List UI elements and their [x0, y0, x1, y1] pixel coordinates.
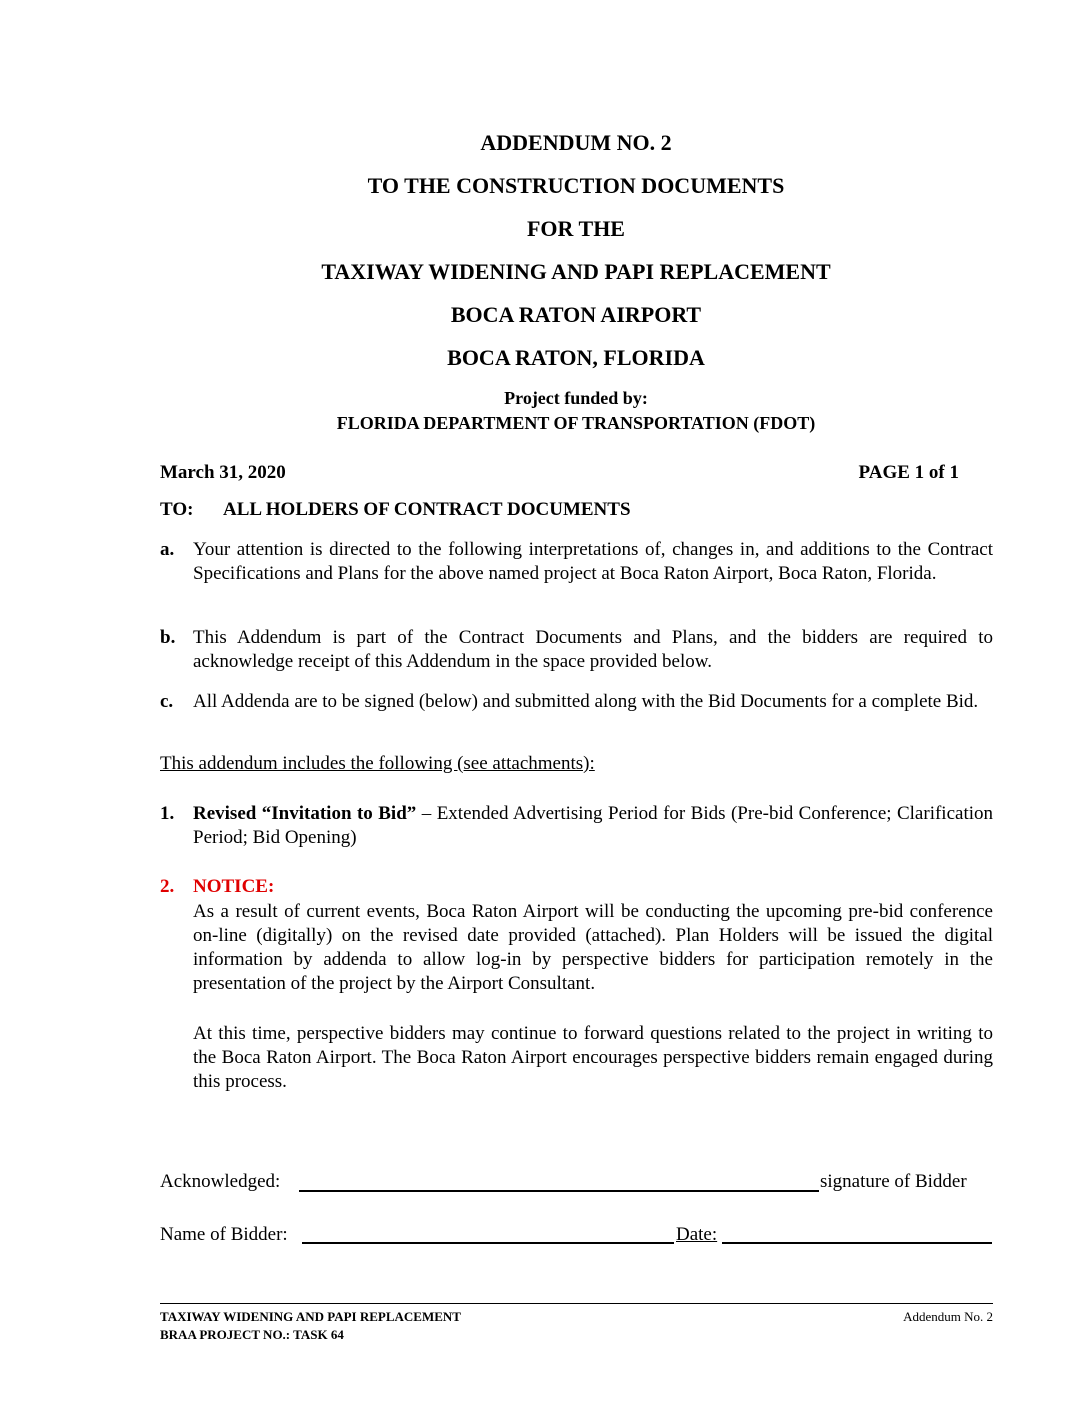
to-recipients: ALL HOLDERS OF CONTRACT DOCUMENTS — [223, 499, 631, 520]
bidder-name-line[interactable] — [302, 1242, 674, 1244]
notice-title: NOTICE: — [193, 876, 275, 897]
list-item-2-marker: 2. — [160, 876, 175, 897]
title-line-for-the: FOR THE — [526, 216, 625, 241]
funding-agency: FLORIDA DEPARTMENT OF TRANSPORTATION (FDOT) — [336, 413, 816, 433]
list-item-1-title: Revised “Invitation to Bid” — [193, 803, 417, 824]
document-date: March 31, 2020 — [160, 462, 286, 483]
list-item-1-text: – Extended Advertising Period for Bids (Pre-bid Conference; Clarification Period; Bid Opening) — [193, 803, 993, 848]
list-item-1-marker: 1. — [160, 803, 175, 824]
footer-project-number: BRAA PROJECT NO.: TASK 64 — [160, 1327, 344, 1342]
item-b-marker: b. — [160, 627, 176, 648]
footer-project-title: TAXIWAY WIDENING AND PAPI REPLACEMENT — [160, 1309, 461, 1324]
page-indicator: PAGE 1 of 1 — [858, 462, 959, 483]
includes-heading: This addendum includes the following (see attachments): — [160, 753, 595, 774]
signature-caption: signature of Bidder — [820, 1171, 967, 1192]
airport-location: BOCA RATON, FLORIDA — [447, 345, 705, 370]
item-a-marker: a. — [160, 539, 175, 560]
date-line[interactable] — [722, 1242, 992, 1244]
item-c-text: All Addenda are to be signed (below) and submitted along with the Bid Documents for a complete Bid. — [193, 691, 979, 712]
to-label: TO: — [160, 499, 194, 520]
project-title: TAXIWAY WIDENING AND PAPI REPLACEMENT — [321, 259, 831, 284]
signature-line[interactable] — [299, 1190, 819, 1192]
date-label: Date: — [676, 1224, 718, 1245]
acknowledged-label: Acknowledged: — [160, 1171, 281, 1192]
item-c-marker: c. — [160, 691, 174, 712]
footer-addendum-number: Addendum No. 2 — [903, 1309, 993, 1324]
list-item-1 — [193, 802, 993, 850]
funded-label: Project funded by: — [504, 388, 648, 408]
footer-divider — [160, 1303, 993, 1304]
notice-paragraph-2: At this time, perspective bidders may continue to forward questions related to the project in writing to the Boca Raton Airport. The Boca Raton Airport encourages perspective bidders remain engaged during this process. — [193, 1023, 993, 1092]
notice-paragraph-1: As a result of current events, Boca Raton Airport will be conducting the upcoming pre-bid conference on-line (digitally) on the revised date provided (attached). Plan Holders will be issued the digital information by addenda to allow log-in by perspective bidders for participation remotely in the presentation of the project by the Airport Consultant. — [193, 901, 993, 994]
title-line-construction-documents: TO THE CONSTRUCTION DOCUMENTS — [367, 173, 785, 198]
item-a-text: Your attention is directed to the following interpretations of, changes in, and additions to the Contract Specifications and Plans for the above named project at Boca Raton Airport, Boca Raton, Florida. — [193, 539, 993, 584]
addendum-title: ADDENDUM NO. 2 — [480, 130, 672, 155]
item-b-text: This Addendum is part of the Contract Documents and Plans, and the bidders are required to acknowledge receipt of this Addendum in the space provided below. — [193, 627, 993, 672]
airport-name: BOCA RATON AIRPORT — [450, 302, 702, 327]
bidder-name-label: Name of Bidder: — [160, 1224, 288, 1245]
